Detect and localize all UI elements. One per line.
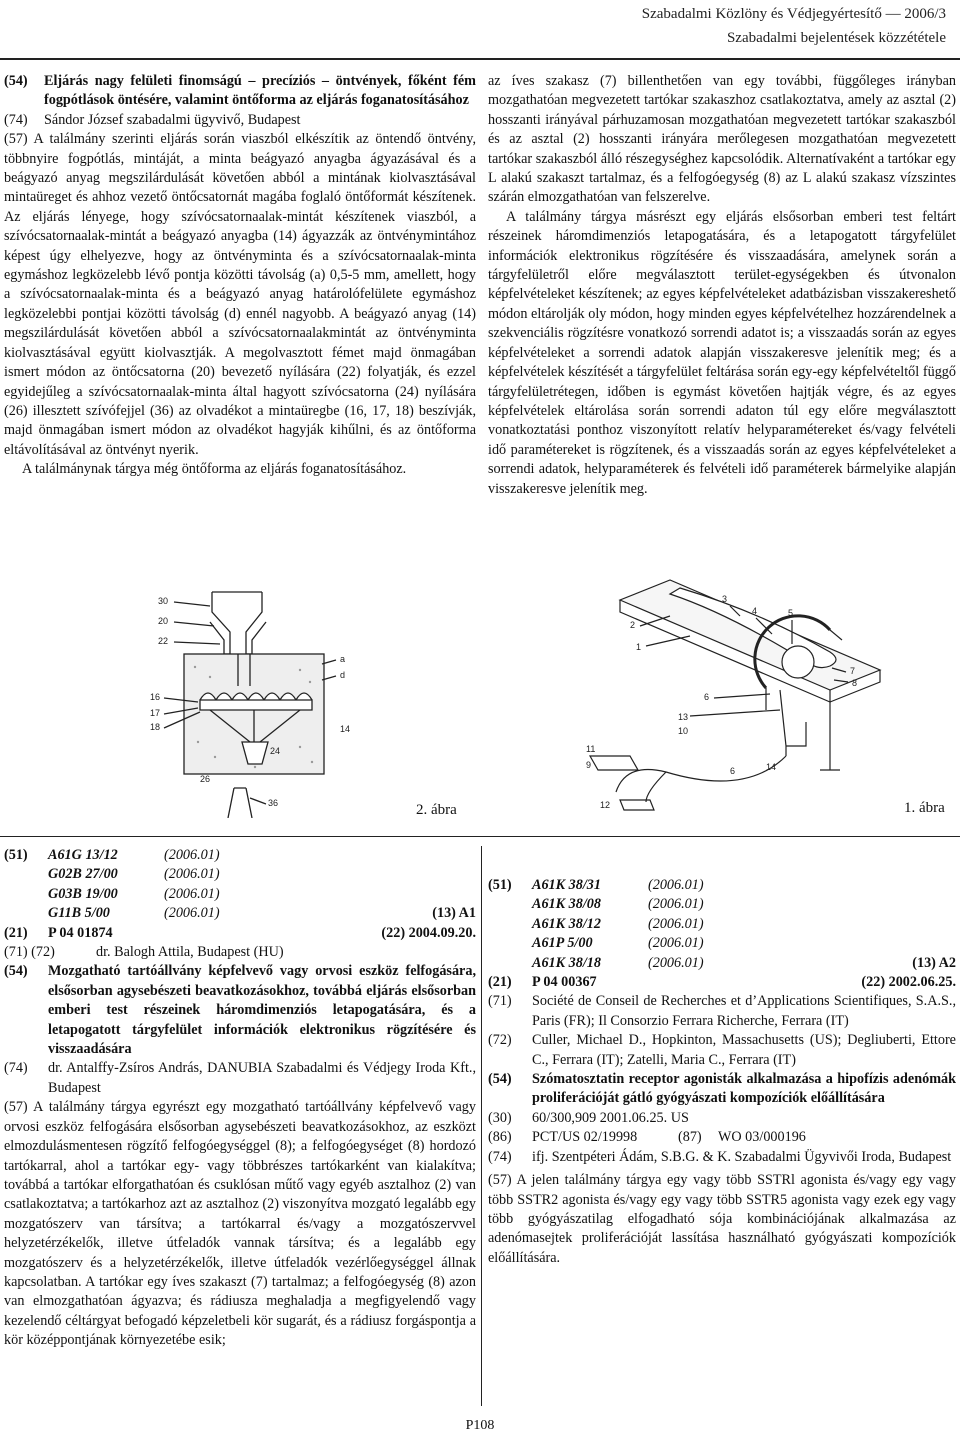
class-row xyxy=(488,934,956,953)
figure-label: 13 xyxy=(678,712,689,722)
inid-code: (71) (72) xyxy=(4,944,55,961)
ipc-version: (2006.01) xyxy=(648,954,704,971)
title-row xyxy=(4,962,476,1059)
figure-label: 36 xyxy=(268,798,279,808)
figure-label: 10 xyxy=(678,726,689,736)
applicant-text: dr. Balogh Attila, Budapest (HU) xyxy=(96,944,284,961)
ipc-version: (2006.01) xyxy=(648,915,704,932)
inid-code xyxy=(488,934,532,953)
figure-label: 22 xyxy=(158,636,169,646)
right-bottom-column xyxy=(488,876,956,1268)
ipc-class: A61K 38/31 xyxy=(532,877,601,893)
figure-label: d xyxy=(340,670,346,680)
title-text: Eljárás nagy felületi finomságú – precíziós – öntvények, főként fém fogpótlások öntésére, valamint öntőforma az eljárás foganatosításához xyxy=(44,73,476,109)
section-rule xyxy=(0,836,960,837)
class-row xyxy=(4,846,476,865)
ipc-version: (2006.01) xyxy=(164,905,220,922)
inventor-row xyxy=(488,1031,956,1070)
figure-1-drawing xyxy=(580,560,900,822)
header-rule xyxy=(0,58,960,60)
abstract-continuation: az íves szakasz (7) billenthetően van egy további, függőleges irányban mozgathatóan megvezetett tartókar szakaszhoz csatlakoztatva, amely az asztal (2) hosszanti irányával párhuzamosan mozgathatóan megvezetett tartókar szakaszból és az asztal (2) hosszanti irányára merőlegesen mozgathatóan megvezetett tartókar szakaszból álló részegységhez kapcsolódik. Alternatívaként a tartókar egy L alakú szakaszt tartalmaz, és a felfogóegység (8) az L alakú szakasz vízszintes szárán elmozgathatóan van felszerelve. xyxy=(488,73,956,206)
inid-code: (30) xyxy=(488,1109,512,1126)
ipc-version: (2006.01) xyxy=(164,847,220,863)
figure-label: 2 xyxy=(630,620,636,630)
class-row xyxy=(488,876,956,895)
title-text: Mozgatható tartóállvány képfelvevő vagy orvosi eszköz felfogására, elsősorban agysebészeti beavatkozásokhoz, továbbá eljárás elsősorban emberi test részeinek háromdimenziós letapogatására, és a letapogatott tárgyfelület információk elektronikus rögzítésére és visszaadására xyxy=(48,963,476,1058)
inid-code: (71) xyxy=(488,993,512,1010)
class-row xyxy=(4,865,476,884)
figure-label: 6 xyxy=(730,766,736,776)
applicant-row xyxy=(4,943,476,962)
inid-code: (51) xyxy=(4,847,28,863)
ipc-class: A61K 38/18 xyxy=(532,954,601,971)
figure-label: 7 xyxy=(850,666,856,676)
class-row xyxy=(488,915,956,934)
title-row xyxy=(488,1070,956,1109)
inid-code: (86) xyxy=(488,1129,512,1146)
kind-code: (13) A2 xyxy=(912,954,956,971)
inid-code: (51) xyxy=(488,877,512,893)
application-row xyxy=(4,924,476,943)
section-title: Szabadalmi bejelentések közzététele xyxy=(726,30,946,46)
figure-label: 6 xyxy=(704,692,710,702)
title-text: Szómatosztatin receptor agonisták alkalmazása a hipofízis adenómák proliferációját gátló gyógyászati kompozíciók előállítására xyxy=(532,1071,956,1107)
figure-2-drawing xyxy=(150,582,450,818)
wo-number: WO 03/000196 xyxy=(718,1129,806,1146)
figure-label: 9 xyxy=(586,760,592,770)
priority-row xyxy=(488,1109,956,1128)
inid-code: (87) xyxy=(678,1129,702,1146)
inid-code: (21) xyxy=(488,974,512,991)
inid-code xyxy=(488,895,532,914)
right-top-column xyxy=(488,72,956,499)
entry-title xyxy=(4,72,476,111)
applicant-row xyxy=(488,992,956,1031)
ipc-class: A61K 38/12 xyxy=(532,915,601,932)
ipc-class: G03B 19/00 xyxy=(48,885,118,902)
figure-label: 16 xyxy=(150,692,161,702)
left-bottom-column xyxy=(4,846,476,1351)
left-top-column xyxy=(4,72,476,480)
figure-label: 8 xyxy=(852,678,858,688)
inid-code: (72) xyxy=(488,1032,512,1049)
inid-code: (21) xyxy=(4,924,28,941)
agent-row xyxy=(4,1059,476,1098)
figure-label: 30 xyxy=(158,596,169,606)
figure-label: 4 xyxy=(752,606,758,616)
ipc-version: (2006.01) xyxy=(164,885,220,902)
abstract-paragraph: A találmánynak tárgya még öntőforma az eljárás foganatosításához. xyxy=(22,461,407,478)
inid-code: (54) xyxy=(4,73,28,89)
figure-1-caption: 1. ábra xyxy=(904,800,945,816)
applicant-text: Société de Conseil de Recherches et d’Applications Scientifiques, S.A.S., Paris (FR); Il Consorzio Ferrara Richerche, Ferrara (IT) xyxy=(532,993,956,1029)
inid-code: (54) xyxy=(488,1071,512,1088)
figure-label: 3 xyxy=(722,594,728,604)
figure-label: a xyxy=(340,654,346,664)
inid-code xyxy=(4,885,48,904)
ipc-version: (2006.01) xyxy=(164,866,220,883)
figure-label: 17 xyxy=(150,708,161,718)
page-number: P108 xyxy=(465,1418,495,1433)
figure-label: 12 xyxy=(600,800,611,810)
ipc-class: G02B 27/00 xyxy=(48,866,118,883)
inid-code xyxy=(4,865,48,884)
filing-date: (22) 2004.09.20. xyxy=(381,924,476,941)
abstract-paragraph: (57) A jelen találmány tárgya egy vagy több SSTRl agonista és/vagy egy vagy több SSTR2 agonista és/vagy egy vagy több SSTR5 agonista vagy ezek egy vagy több gyógyászatilag elfogadható sója kombinációjának alkalmazása az adenómasejtek proliferációját lassítása használható gyógyászati kompozíciók előállítására. xyxy=(488,1172,956,1266)
priority-text: 60/300,909 2001.06.25. US xyxy=(532,1109,689,1126)
kind-code: (13) A1 xyxy=(432,905,476,922)
figure-label: 20 xyxy=(158,616,169,626)
inid-code: (74) xyxy=(4,111,28,128)
abstract-paragraph: (57) A találmány szerinti eljárás során viaszból elkészítik az öntendő öntvény, többnyire fogpótlás, mintáját, a minta beágyazó anyagba ágyazásával és a beágyazó anyag megszilárdulását követően abból a mintának kiolvasztásával mintaüreget és ahhoz vezető öntőcsatornát magába foglaló öntőformát készítenek. Az eljárás lényege, hogy szívócsatornaalak-mintát készítenek viaszból, a szívócsatornaalak-mintát a beágyazó anyagba (14) ágyazzák az öntvénymintához képest úgy elhelyezve, hogy az öntvényminta és a szívócsatornaalak-minta egymáshoz legközelebb lévő pontja közötti távolság (a) 0,5-5 mm, amellett, hogy a szívócsatornaalak-minta és a beágyazó anyag határolófelülete egymáshoz legközelebbi pontjai közötti távolság (d) ennél nagyobb. A beágyazó anyag (14) megszilárdulását követően abból a szívócsatornaalakmintát az öntvényminta kiolvasztásával együtt kiolvasztják. A megolvasztott fémet majd önmagában ismert módon az öntőcsatorna (20) bevezető nyílására (22) folyatják, és ezzel egyidejűleg a szívócsatornaalak-minta által hagyott szívócsatorna (24) nyílására (26) illesztett szívófejjel (36) az olvadékot a mintaüregbe (16, 17, 18) beszívják, majd önmagában ismert módon az olvadékot hagyják kihűlni, és az öntőforma eltávolításával az öntvényt nyerik. xyxy=(4,131,476,458)
agent-row xyxy=(488,1148,956,1167)
inid-code: (54) xyxy=(4,963,28,980)
ipc-class: G11B 5/00 xyxy=(48,905,110,922)
figure-label: 5 xyxy=(788,608,794,618)
class-row xyxy=(4,904,476,923)
entry-agent xyxy=(4,111,476,130)
agent-text: ifj. Szentpéteri Ádám, S.B.G. & K. Szabadalmi Ügyvivői Iroda, Budapest xyxy=(532,1148,952,1165)
class-row xyxy=(488,895,956,914)
figure-label: 14 xyxy=(340,724,351,734)
pct-number: PCT/US 02/19998 xyxy=(532,1129,638,1146)
inid-code xyxy=(4,904,48,923)
filing-date: (22) 2002.06.25. xyxy=(861,974,956,991)
figure-label: 24 xyxy=(270,746,281,756)
inventor-text: Culler, Michael D., Hopkinton, Massachusetts (US); Degliuberti, Ettore C., Ferrara (IT); Zatelli, Maria C., Ferrara (IT) xyxy=(532,1032,956,1068)
figure-label: 18 xyxy=(150,722,161,732)
ipc-version: (2006.01) xyxy=(648,877,704,893)
figure-label: 26 xyxy=(200,774,211,784)
abstract-paragraph: A találmány tárgya másrészt egy eljárás elsősorban emberi test feltárt részeinek háromdimenziós letapogatására, és a letapogatott tárgyfelület információk elektronikus rögzítésére és visszaadására, amelynek során a tárgyfelületről előre megválasztott terület-egységekben és útvonalon képfelvételeket készítenek; az egyes képfelvételeket adatbázisban visszakereshető módon eltárolják oly módon, hogy minden egyes képfelvételhez hozzárendelnek a szekvenciális rögzítésre vonatkozó sorrendi adatot is; a visszaadás során az egyes képfelvételeket a sorrendi adatok alapján visszakeresve jelenítik meg; és a képfelvételek készítését a tárgyfelület feltárása során egy-egy képfelvételtől függő tárgyfelületrétegen, időben is egymást követően hajtják végre, és az egyes képfelvételek eltárolása során sorrendi adaton túl egy előre megválasztott vonatkoztatási ponthoz viszonyított relatív helyparamétereket és/vagy felvételi idő paramétereket is rögzítenek, és a visszaadás során az egyes képfelvételeket a sorrendi adatok, helyparaméterek és felvételi idő paraméterek bármelyike alapján visszakeresve jelenítik meg. xyxy=(488,208,956,497)
agent-text: dr. Antalffy-Zsíros András, DANUBIA Szabadalmi és Védjegy Iroda Kft., Budapest xyxy=(48,1060,476,1096)
ipc-version: (2006.01) xyxy=(648,896,704,913)
figure-label: 11 xyxy=(586,744,596,754)
application-row xyxy=(488,973,956,992)
pct-row xyxy=(488,1128,956,1147)
inid-code: (74) xyxy=(4,1060,28,1077)
ipc-version: (2006.01) xyxy=(648,935,704,952)
abstract-paragraph: (57) A találmány tárgya egyrészt egy mozgatható tartóállvány képfelvevő vagy orvosi eszköz felfogására elsősorban agysebészeti beavatkozásokhoz, az eszközt elmozdulásmentesen rögzítő felfogóegységgel (8); a felfogóegységet (8) hordozó tartókarral, ahol a tartókar egy- vagy többrészes tartókarként van kialakítva; továbbá a tartókar elforgathatóan és csuklósan műtő vagy egyéb asztalhoz (2) van csatlakoztatva; a tartókarhoz azt az asztalhoz (2) viszonyítva mozgató legalább egy mozgatószerv van társítva; a tartókarral és/vagy a mozgatószervvel helyzetérzékelők, illetve útfeladók vannak társítva; és a legalább egy mozgatószerv és a helyzetérzékelők, illetve útfeladók vezérlőegységgel állnak kapcsolatban. A tartókar egy íves szakaszt (7) tartalmaz; a felfogóegység (8) azon van elmozgathatóan ágyazva; és rádiusza meghaladja a megfigyelendő vagy kezelendő céltárgyat befogadó képzeletbeli kör sugarát, és a rádiusz forgáspontja a kör középpontjának környezetébe esik; xyxy=(4,1099,476,1349)
class-row xyxy=(4,885,476,904)
column-separator xyxy=(481,846,482,1406)
inid-code xyxy=(488,915,532,934)
ipc-class: A61G 13/12 xyxy=(48,847,118,863)
figure-label: 1 xyxy=(636,642,642,652)
ipc-class: A61K 38/08 xyxy=(532,896,601,913)
class-row xyxy=(488,954,956,973)
inid-code: (74) xyxy=(488,1148,512,1165)
figure-2-caption: 2. ábra xyxy=(416,802,457,818)
agent-text: Sándor József szabadalmi ügyvivő, Budapest xyxy=(44,111,301,128)
ipc-class: A61P 5/00 xyxy=(532,935,593,952)
journal-title: Szabadalmi Közlöny és Védjegyértesítő — 2006/3 xyxy=(641,6,946,22)
application-number: P 04 00367 xyxy=(532,974,597,991)
application-number: P 04 01874 xyxy=(48,924,113,941)
inid-code xyxy=(488,954,532,973)
figure-label: 14 xyxy=(766,762,777,772)
